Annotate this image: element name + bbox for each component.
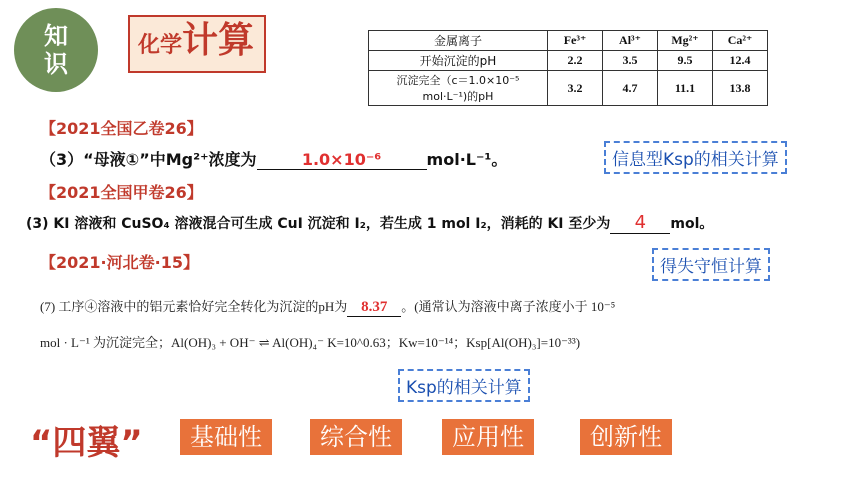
q2-source: 【2021全国甲卷26】 — [40, 183, 203, 202]
table-cell: Ca²⁺ — [713, 31, 768, 51]
ph-table — [368, 30, 768, 106]
tag-small: 化学 — [138, 33, 183, 58]
q3-topic-tag: Ksp的相关计算 — [398, 369, 530, 402]
table-cell: Mg²⁺ — [658, 31, 713, 51]
q3-suffix: 。(通常认为溶液中离子浓度小于 10⁻⁵ — [401, 299, 616, 314]
four-wings-title: “四翼” — [30, 423, 143, 463]
knowledge-badge — [14, 8, 98, 92]
table-cell: Fe³⁺ — [548, 31, 603, 51]
q1-prefix: （3）“母液①”中Mg²⁺浓度为 — [40, 150, 257, 169]
table-cell: 3.5 — [603, 51, 658, 71]
badge-text: 知识 — [44, 22, 68, 78]
q3-answer: 8.37 — [347, 299, 401, 317]
q2-answer: 4 — [610, 212, 670, 234]
table-cell: 4.7 — [603, 71, 658, 106]
table-cell: 3.2 — [548, 71, 603, 106]
q2-suffix: mol。 — [670, 216, 714, 232]
table-cell: 2.2 — [548, 51, 603, 71]
q1-topic-tag: 信息型Ksp的相关计算 — [604, 141, 787, 174]
chemistry-calc-tag — [128, 15, 266, 73]
table-cell: 沉淀完全（c＝1.0×10⁻⁵ mol·L⁻¹)的pH — [369, 71, 548, 106]
table-cell: 11.1 — [658, 71, 713, 106]
q1-suffix: mol·L⁻¹。 — [426, 150, 508, 169]
table-cell: 13.8 — [713, 71, 768, 106]
q1-line — [40, 147, 507, 170]
q3-source: 【2021·河北卷·15】 — [40, 253, 199, 272]
q3-prefix: (7) 工序④溶液中的铝元素恰好完全转化为沉淀的pH为 — [40, 299, 348, 314]
wing-applied: 应用性 — [442, 419, 534, 455]
q2-line — [26, 212, 713, 234]
q2-prefix: (3) KI 溶液和 CuSO₄ 溶液混合可生成 CuI 沉淀和 I₂，若生成 1 mol I₂，消耗的 KI 至少为 — [26, 216, 611, 232]
table-cell: Al³⁺ — [603, 31, 658, 51]
table-cell: 开始沉淀的pH — [369, 51, 548, 71]
table-row — [369, 31, 768, 51]
table-row — [369, 51, 768, 71]
q1-source: 【2021全国乙卷26】 — [40, 119, 203, 138]
wing-basic: 基础性 — [180, 419, 272, 455]
q3-line1 — [40, 296, 615, 317]
table-cell: 12.4 — [713, 51, 768, 71]
tag-big: 计算 — [182, 20, 255, 61]
table-row — [369, 71, 768, 106]
q3-line2: mol · L⁻¹ 为沉淀完全；Al(OH)₃ + OH⁻ ⇌ Al(OH)₄⁻ K=10^0.63；Kw=10⁻¹⁴；Ksp[Al(OH)₃]=10⁻³³) — [40, 335, 581, 350]
table-cell: 金属离子 — [369, 31, 548, 51]
wing-innovative: 创新性 — [580, 419, 672, 455]
wing-comprehensive: 综合性 — [310, 419, 402, 455]
table-cell: 9.5 — [658, 51, 713, 71]
q1-answer: 1.0×10⁻⁶ — [257, 150, 427, 170]
q2-topic-tag: 得失守恒计算 — [652, 248, 770, 281]
